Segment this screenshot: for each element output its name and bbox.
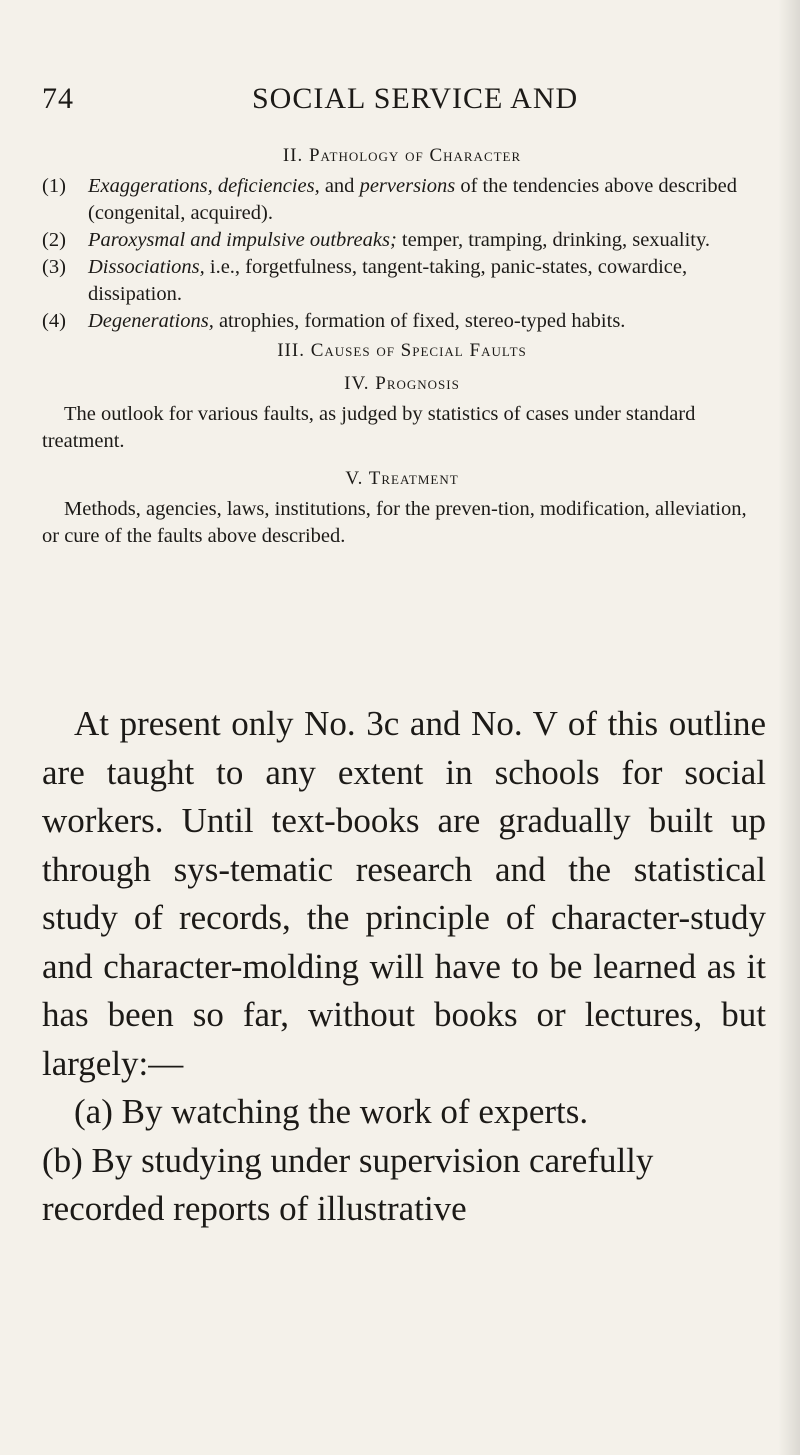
page-header: [42, 82, 730, 122]
item-number: (3): [42, 256, 66, 278]
body-text: [42, 700, 766, 1234]
item-text: i.e., forgetfulness, tangent-taking, panic-states, cowardice, dissipation.: [88, 256, 688, 305]
section-heading-iii: III. Causes of Special Faults: [277, 340, 527, 361]
item-number: (4): [42, 310, 66, 332]
item-lead: Exaggerations, deficiencies,: [88, 175, 320, 197]
item-lead: Paroxysmal and impulsive outbreaks;: [88, 229, 397, 251]
page-edge-shadow: [778, 0, 800, 1455]
item-text: temper, tramping, drinking, sexuality.: [396, 229, 711, 251]
item-lead: Degenerations,: [88, 310, 214, 332]
section-heading-iv: IV. Prognosis: [344, 373, 460, 394]
list-item: [42, 308, 762, 335]
list-item: [42, 227, 762, 254]
item-text: of the tendencies above described (congenital, acquired).: [88, 175, 737, 224]
item-lead-2: perversions: [359, 175, 456, 197]
list-item-b: (b) By studying under supervision carefully recorded reports of illustrative: [42, 1140, 654, 1228]
item-lead: Dissociations,: [88, 256, 205, 278]
running-title: SOCIAL SERVICE AND: [252, 82, 579, 115]
page-number: 74: [42, 82, 74, 115]
body-paragraph: At present only No. 3c and No. V of this outline are taught to any extent in schools for social workers. Until text-books are gradually built up through sys-tematic research and the statistical study of records, the principle of character-study and character-molding will have to be learned as it has been so far, without books or lectures, but largely:—: [42, 704, 766, 1083]
list-item: [42, 173, 762, 227]
item-number: (1): [42, 175, 66, 197]
item-text: atrophies, formation of fixed, stereo-typed habits.: [213, 310, 626, 332]
item-number: (2): [42, 229, 66, 251]
item-connector: and: [319, 175, 360, 197]
section-heading-ii: II. Pathology of Character: [282, 145, 522, 166]
section-heading-v: V. Treatment: [345, 468, 459, 489]
list-item-a: (a) By watching the work of experts.: [74, 1092, 589, 1131]
outline-section: [42, 142, 762, 556]
treatment-text: Methods, agencies, laws, institutions, for the preven-tion, modification, alleviation, or cure of the faults above described.: [42, 498, 747, 547]
prognosis-text: The outlook for various faults, as judged by statistics of cases under standard treatment.: [42, 403, 696, 452]
list-item: [42, 254, 762, 308]
